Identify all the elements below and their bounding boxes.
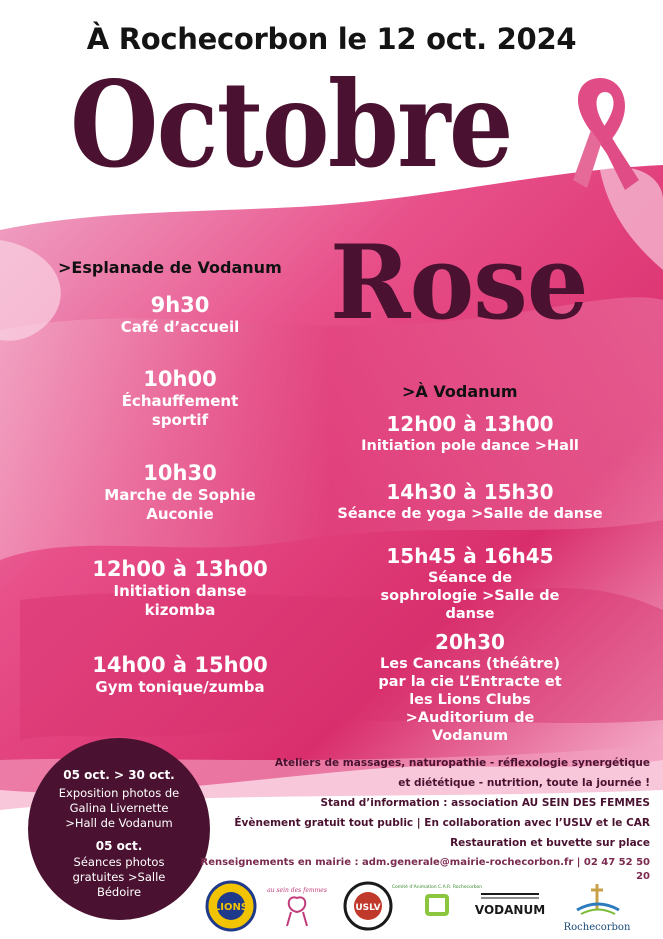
rochecorbon-logo (561, 880, 633, 936)
event-right-3 (320, 544, 620, 623)
title-rose: Rose (330, 223, 588, 343)
event-time: 20h30 (435, 630, 505, 654)
lions-club-logo (205, 880, 257, 932)
pink-ribbon-icon (555, 70, 645, 200)
event-time: 10h00 (143, 367, 217, 391)
headline: À Rochecorbon le 12 oct. 2024 (86, 22, 577, 56)
title-octobre: Octobre (70, 55, 512, 194)
event-right-1 (320, 412, 620, 455)
event-desc: Gym tonique/zumba (95, 678, 265, 696)
car-logo-text: Comité d’Animation C.A.R. Rochecorbon (391, 885, 483, 890)
info-line-2: et diététique - nutrition, toute la journée ! (398, 777, 650, 789)
event-desc: Séance de sophrologie >Salle de danse (380, 570, 560, 622)
info-line-5: Restauration et buvette sur place (450, 837, 650, 849)
event-desc: Café d’accueil (120, 318, 240, 336)
circle-text-1: Exposition photos de Galina Livernette >Hall de Vodanum (58, 786, 180, 830)
info-line-4: Évènement gratuit tout public | En collaboration avec l’USLV et le CAR (234, 817, 650, 829)
lions-logo-text: LIONS (213, 902, 249, 913)
event-desc: Initiation pole dance >Hall (361, 438, 579, 454)
info-line-6: Renseignements en mairie : adm.generale@mairie-rochecorbon.fr | 02 47 52 50 20 (200, 857, 650, 882)
vodanum-logo (474, 880, 546, 932)
rochecorbon-logo-text: Rochecorbon (563, 922, 631, 933)
event-desc: Marche de Sophie Auconie (104, 486, 256, 523)
event-desc: Échauffement sportif (121, 392, 239, 429)
info-line-3: Stand d’information : association AU SEIN DES FEMMES (320, 797, 650, 809)
uslv-logo-text: USLV (355, 903, 381, 913)
event-time: 14h30 à 15h30 (386, 480, 554, 504)
script-logo-text: au sein des femmes (267, 887, 327, 894)
event-left-1 (15, 292, 345, 337)
car-logo (391, 880, 483, 932)
event-desc: Les Cancans (théâtre) par la cie L’Entracte et les Lions Clubs >Auditorium de Vodanum (378, 656, 562, 744)
location-esplanade: >Esplanade de Vodanum (58, 258, 282, 277)
event-time: 15h45 à 16h45 (386, 544, 554, 568)
info-line-1: Ateliers de massages, naturopathie - réflexologie synergétique (274, 757, 650, 769)
event-right-2 (320, 480, 620, 523)
event-desc: Séance de yoga >Salle de danse (337, 506, 603, 522)
circle-date-2: 05 oct. (95, 839, 143, 853)
partner-logos (195, 880, 655, 936)
location-vodanum: >À Vodanum (402, 382, 518, 401)
event-time: 10h30 (143, 461, 217, 485)
event-time: 12h00 à 13h00 (92, 557, 268, 581)
vodanum-logo-text: VODANUM (474, 903, 546, 917)
event-left-4 (15, 556, 345, 620)
circle-text-2: Séances photos gratuites >Salle Bédoire (72, 855, 166, 899)
event-desc: Initiation danse kizomba (113, 582, 247, 619)
uslv-logo (343, 880, 393, 932)
event-left-5 (15, 652, 345, 697)
event-right-4 (320, 630, 620, 745)
event-time: 12h00 à 13h00 (386, 412, 554, 436)
circle-date-1: 05 oct. > 30 oct. (63, 768, 175, 782)
event-time: 14h00 à 15h00 (92, 653, 268, 677)
exhibition-circle (28, 738, 210, 920)
event-time: 9h30 (150, 293, 210, 317)
event-left-2 (15, 366, 345, 430)
event-left-3 (15, 460, 345, 524)
au-sein-des-femmes-logo (267, 880, 327, 932)
